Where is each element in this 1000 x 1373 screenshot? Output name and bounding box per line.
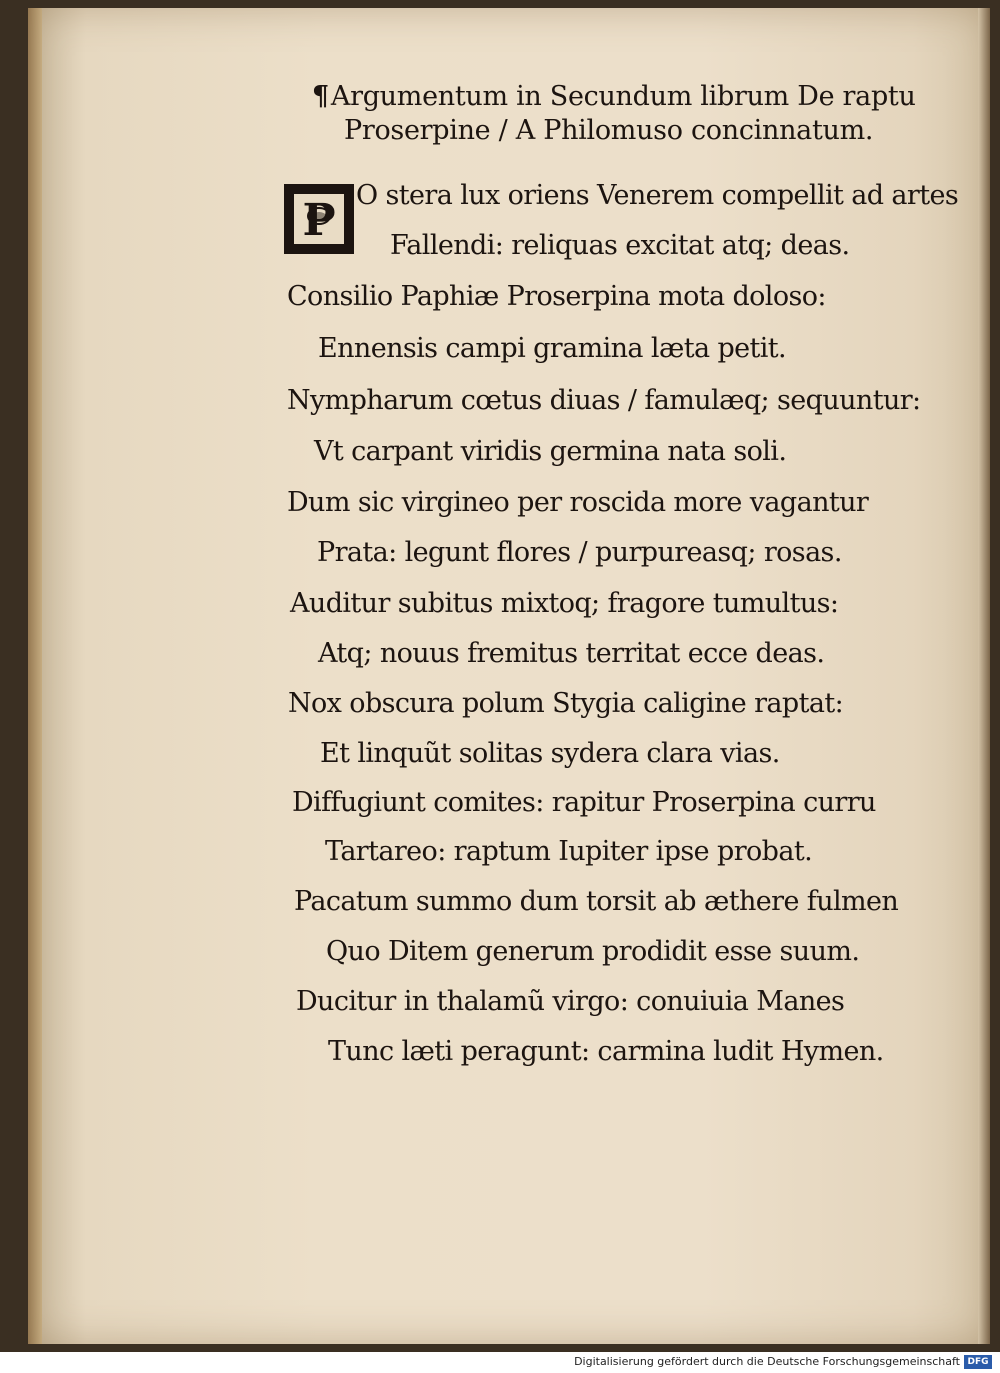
title-line-1: Argumentum in Secundum librum De raptu — [330, 81, 916, 112]
verse-line: Auditur subitus mixtoq; fragore tumultus: — [290, 588, 839, 619]
verse-line: Tunc læti peragunt: carmina ludit Hymen. — [328, 1036, 884, 1067]
verse-line: Diffugiunt comites: rapitur Proserpina curru — [292, 787, 876, 818]
verse-line: Nox obscura polum Stygia caligine raptat: — [288, 688, 844, 719]
verse-line: Quo Ditem generum prodidit esse suum. — [326, 936, 860, 967]
verse-line: Prata: legunt flores / purpureasq; rosas. — [317, 537, 842, 568]
pilcrow-icon: ¶ — [312, 81, 329, 112]
dfg-logo-icon: DFG — [964, 1355, 992, 1369]
verse-line: O stera lux oriens Venerem compellit ad artes — [356, 180, 959, 211]
verse-line: Ducitur in thalamũ virgo: conuiuia Manes — [296, 986, 845, 1017]
initial-letter: P — [302, 195, 336, 246]
verse-line: Dum sic virgineo per roscida more vagantur — [287, 487, 869, 518]
verse-line: Consilio Paphiæ Proserpina mota doloso: — [287, 281, 826, 312]
verse-line: Fallendi: reliquas excitat atq; deas. — [390, 230, 850, 261]
page-gutter-shadow — [28, 8, 42, 1344]
verse-line: Et linquũt solitas sydera clara vias. — [320, 738, 780, 769]
verse-line: Atq; nouus fremitus territat ecce deas. — [318, 638, 825, 669]
title-line-2: Proserpine / A Philomuso concinnatum. — [344, 115, 874, 146]
verse-line: Ennensis campi gramina læta petit. — [318, 333, 787, 364]
footer-bar — [0, 1352, 1000, 1373]
verse-line: Vt carpant viridis germina nata soli. — [314, 436, 787, 467]
page-title — [312, 80, 916, 148]
verse-line: Tartareo: raptum Iupiter ipse probat. — [325, 836, 813, 867]
funding-credit: Digitalisierung gefördert durch die Deutsche Forschungsgemeinschaft — [574, 1355, 960, 1368]
verse-line: Pacatum summo dum torsit ab æthere fulmen — [294, 886, 899, 917]
decorated-initial-p-icon — [284, 184, 354, 254]
page-edge-shadow — [978, 8, 990, 1344]
verse-line: Nympharum cœtus diuas / famulæq; sequuntur: — [287, 385, 921, 416]
